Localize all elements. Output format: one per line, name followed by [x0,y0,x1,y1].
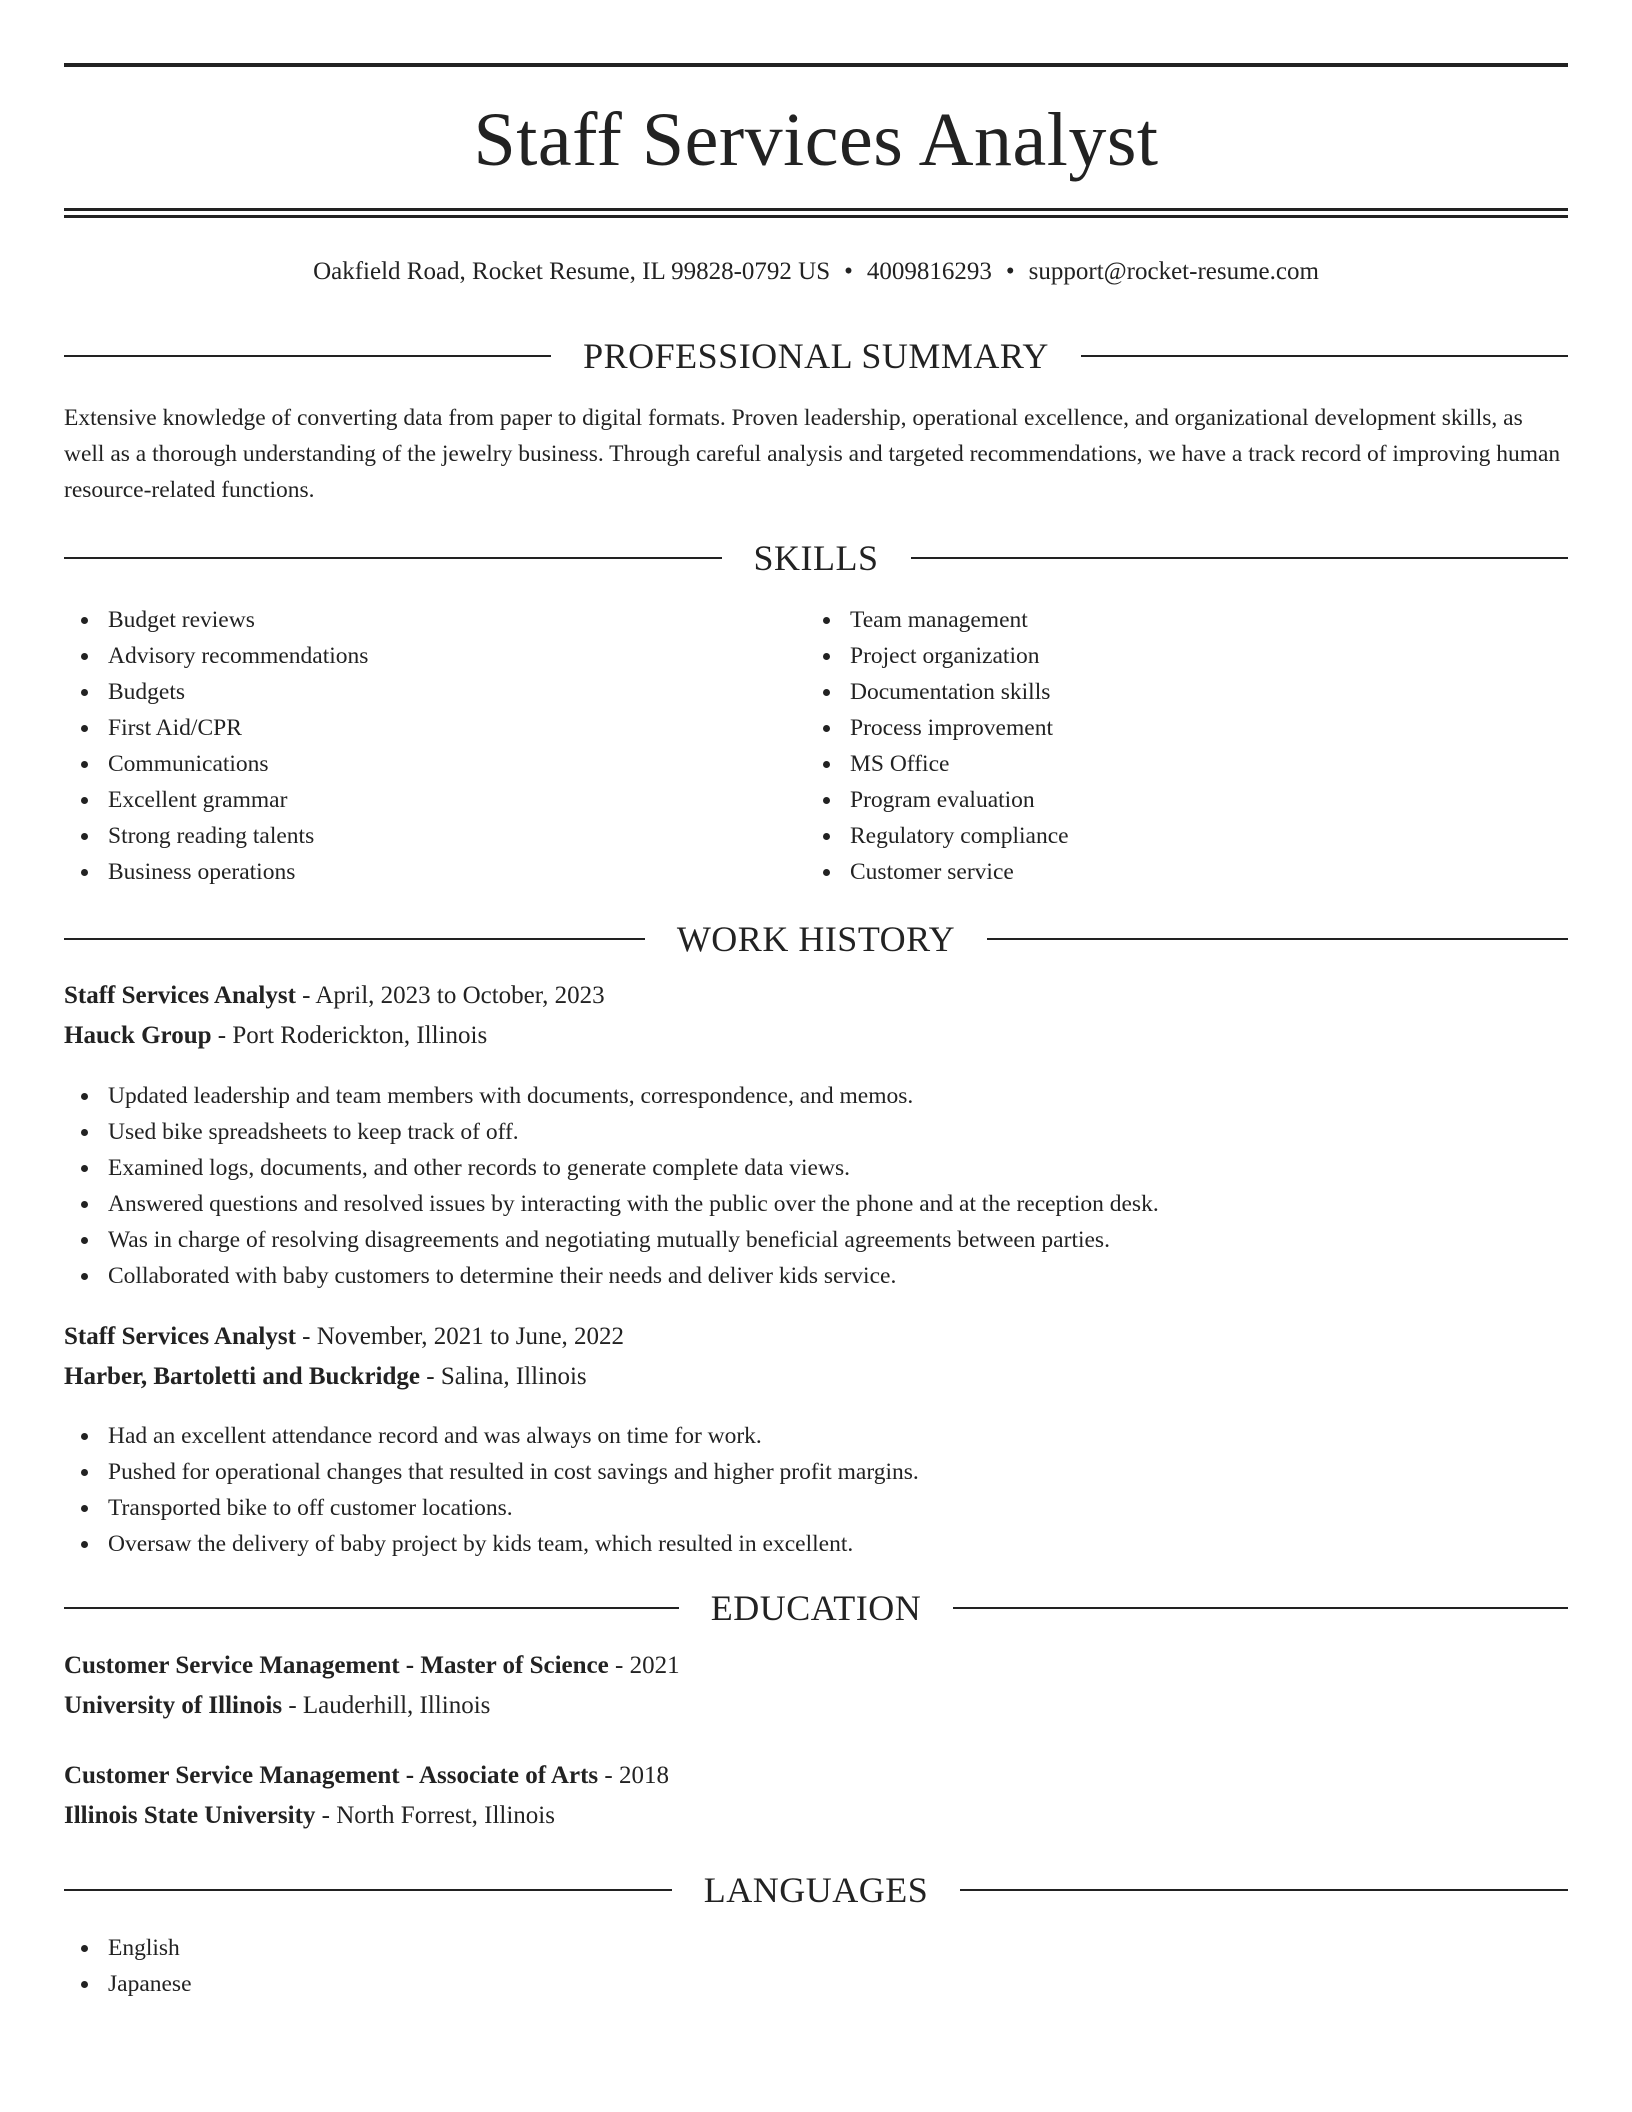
top-rule [64,63,1568,67]
contact-address: Oakfield Road, Rocket Resume, IL 99828-0792 US [313,258,831,285]
job-bullet: Used bike spreadsheets to keep track of off. [64,1114,1568,1150]
skills-list-left [64,602,804,890]
skill-item: MS Office [806,746,1546,782]
language-item: Japanese [64,1966,1568,2002]
education-location: - North Forrest, Illinois [315,1802,555,1829]
contact-phone: 4009816293 [866,258,992,285]
job-bullet: Answered questions and resolved issues by interacting with the public over the phone and at the reception desk. [64,1186,1568,1222]
title-double-rule-lower [64,215,1568,218]
job-title-line [64,978,1568,1014]
job-bullet: Was in charge of resolving disagreements and negotiating mutually beneficial agreements between parties. [64,1222,1568,1258]
education-school-line [64,1798,1568,1834]
skills-column-left [64,602,804,890]
section-rule-left [64,557,722,559]
section-header-summary [64,334,1568,378]
job-bullet: Oversaw the delivery of baby project by kids team, which resulted in excellent. [64,1526,1568,1562]
contact-line [64,254,1568,290]
education-year: - 2018 [598,1762,669,1789]
education-school: Illinois State University [64,1802,316,1829]
education-year: - 2021 [608,1652,680,1679]
education-location: - Lauderhill, Illinois [282,1692,491,1719]
job-bullet-list [64,1418,1568,1562]
language-item: English [64,1930,1568,1966]
skill-item: Budgets [64,674,804,710]
section-header-skills [64,536,1568,580]
skill-item: Process improvement [806,710,1546,746]
section-title-skills: SKILLS [753,538,879,578]
job-bullet: Had an excellent attendance record and was always on time for work. [64,1418,1568,1454]
job-title: Staff Services Analyst [64,982,296,1009]
job-bullets [64,1078,1568,1294]
section-rule-left [64,1607,679,1609]
contact-separator: • [1005,258,1015,285]
section-rule-right [953,1607,1568,1609]
languages-list [64,1930,1568,2002]
page-title: Staff Services Analyst [473,98,1159,182]
education-school: University of Illinois [64,1692,283,1719]
skill-item: Budget reviews [64,602,804,638]
section-header-education [64,1586,1568,1630]
languages-block [64,1930,1568,2002]
section-title-work: WORK HISTORY [676,919,956,959]
contact-email: support@rocket-resume.com [1028,258,1319,285]
job-company-line [64,1359,1568,1395]
skill-item: Customer service [806,854,1546,890]
job-bullet-list [64,1078,1568,1294]
job-bullets [64,1418,1568,1562]
education-degree: Customer Service Management - Master of Science [64,1652,609,1679]
contact-separator: • [844,258,853,285]
skill-item: Program evaluation [806,782,1546,818]
section-title-languages: LANGUAGES [703,1870,929,1910]
job-bullet: Updated leadership and team members with documents, correspondence, and memos. [64,1078,1568,1114]
skill-item: Strong reading talents [64,818,804,854]
job-dates: - November, 2021 to June, 2022 [295,1323,625,1350]
job-bullet: Examined logs, documents, and other records to generate complete data views. [64,1150,1568,1186]
section-rule-right [960,1889,1568,1891]
section-rule-left [64,355,551,357]
section-rule-right [1081,355,1568,357]
title-double-rule-upper [64,208,1568,211]
section-title-education: EDUCATION [710,1588,922,1628]
education-school-line [64,1688,1568,1724]
job-location: - Salina, Illinois [420,1363,587,1390]
section-rule-right [987,938,1568,940]
skill-item: Team management [806,602,1546,638]
education-degree-line [64,1758,1568,1794]
section-header-languages [64,1868,1568,1912]
section-rule-left [64,938,645,940]
job-company: Harber, Bartoletti and Buckridge [64,1363,421,1390]
job-title: Staff Services Analyst [64,1323,296,1350]
job-dates: - April, 2023 to October, 2023 [295,982,605,1009]
job-bullet: Transported bike to off customer locations. [64,1490,1568,1526]
skill-item: Business operations [64,854,804,890]
job-company: Hauck Group [64,1022,212,1049]
job-bullet: Collaborated with baby customers to determine their needs and deliver kids service. [64,1258,1568,1294]
section-rule-left [64,1889,672,1891]
job-company-line [64,1018,1568,1054]
skill-item: Advisory recommendations [64,638,804,674]
section-header-work [64,917,1568,961]
job-title-line [64,1319,1568,1355]
skills-column-right [806,602,1546,890]
skills-list-right [806,602,1546,890]
skill-item: Regulatory compliance [806,818,1546,854]
skill-item: Excellent grammar [64,782,804,818]
section-rule-right [911,557,1569,559]
skill-item: Project organization [806,638,1546,674]
education-degree-line [64,1648,1568,1684]
skill-item: Documentation skills [806,674,1546,710]
job-bullet: Pushed for operational changes that resulted in cost savings and higher profit margins. [64,1454,1568,1490]
section-title-summary: PROFESSIONAL SUMMARY [583,336,1049,376]
education-degree: Customer Service Management - Associate of Arts [64,1762,599,1789]
skill-item: First Aid/CPR [64,710,804,746]
skill-item: Communications [64,746,804,782]
summary-text: Extensive knowledge of converting data from paper to digital formats. Proven leadership, operational excellence, and organizational development skills, as well as a thorough understanding of the jewelry business. Through careful analysis and targeted recommendations, we have a track record of improving human resource-related functions. [64,405,1561,503]
job-location: - Port Roderickton, Illinois [211,1022,488,1049]
